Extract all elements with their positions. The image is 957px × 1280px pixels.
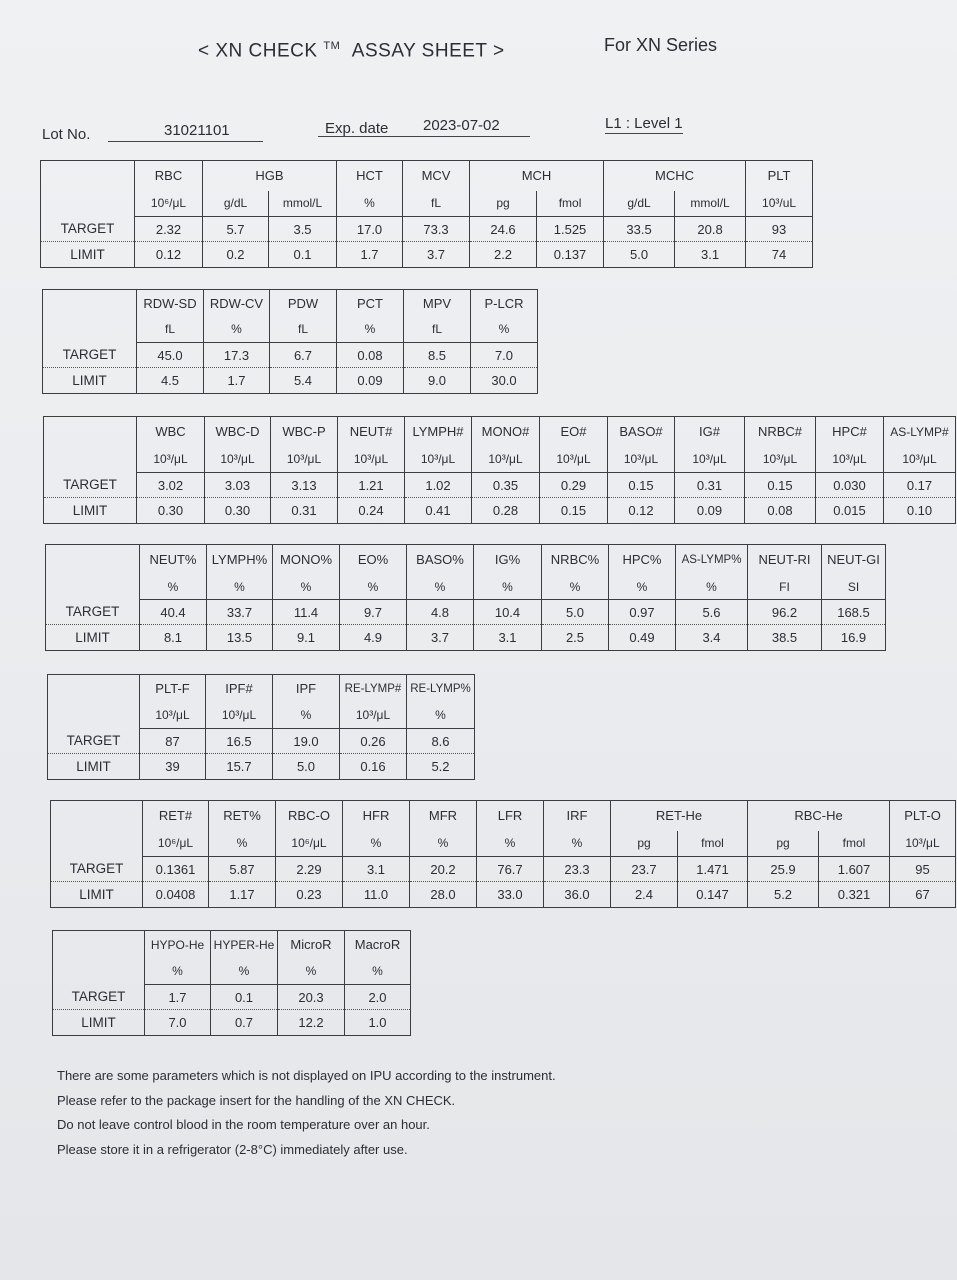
limit-value: 1.0 xyxy=(345,1010,411,1036)
param-unit: fmol xyxy=(819,831,890,857)
target-value: 0.15 xyxy=(608,473,675,498)
param-name: BASO# xyxy=(608,417,675,447)
target-value: 1.21 xyxy=(338,473,405,498)
param-unit: 10³/μL xyxy=(608,447,675,473)
limit-value: 7.0 xyxy=(145,1010,211,1036)
target-value: 0.31 xyxy=(675,473,745,498)
param-name: LYMPH# xyxy=(405,417,472,447)
header-corner xyxy=(41,161,135,217)
target-value: 96.2 xyxy=(748,600,822,625)
param-name: PLT-O xyxy=(890,801,956,831)
target-value: 3.03 xyxy=(205,473,271,498)
param-name: RET% xyxy=(209,801,276,831)
param-name: IPF xyxy=(273,675,340,703)
target-value: 0.35 xyxy=(472,473,540,498)
limit-value: 0.12 xyxy=(608,498,675,524)
limit-value: 0.49 xyxy=(609,625,676,651)
target-value: 0.29 xyxy=(540,473,608,498)
limit-value: 30.0 xyxy=(471,368,538,394)
param-name: WBC-D xyxy=(205,417,271,447)
limit-value: 0.7 xyxy=(211,1010,278,1036)
limit-row-label: LIMIT xyxy=(44,498,137,524)
param-unit: 10³/μL xyxy=(205,447,271,473)
target-value: 5.0 xyxy=(542,600,609,625)
param-unit: % xyxy=(145,959,211,985)
limit-value: 12.2 xyxy=(278,1010,345,1036)
param-name: PCT xyxy=(337,290,404,317)
param-name: RDW-CV xyxy=(204,290,270,317)
target-value: 1.607 xyxy=(819,857,890,882)
limit-value: 39 xyxy=(140,754,206,780)
limit-value: 9.0 xyxy=(404,368,471,394)
param-name: LYMPH% xyxy=(207,545,273,575)
assay-table-plt xyxy=(47,674,475,780)
param-name: AS-LYMP# xyxy=(884,417,956,447)
target-row-label: TARGET xyxy=(48,729,140,754)
param-unit: % xyxy=(278,959,345,985)
target-value: 0.1361 xyxy=(143,857,209,882)
param-unit: fL xyxy=(270,317,337,343)
param-unit: 10³/μL xyxy=(675,447,745,473)
param-name: MacroR xyxy=(345,931,411,959)
param-name: RE-LYMP% xyxy=(407,675,475,703)
param-name: RBC-O xyxy=(276,801,343,831)
param-name: NRBC% xyxy=(542,545,609,575)
exp-date-label: Exp. date xyxy=(325,120,389,137)
target-value: 2.32 xyxy=(135,217,203,242)
param-unit: 10³/μL xyxy=(540,447,608,473)
title-suffix: ASSAY SHEET > xyxy=(351,40,505,62)
param-name: MONO% xyxy=(273,545,340,575)
param-unit: FI xyxy=(748,575,822,600)
target-value: 0.15 xyxy=(745,473,816,498)
limit-value: 3.1 xyxy=(675,242,746,268)
limit-value: 8.1 xyxy=(140,625,207,651)
param-unit: g/dL xyxy=(604,191,675,217)
param-name: NEUT# xyxy=(338,417,405,447)
target-value: 4.8 xyxy=(407,600,474,625)
param-unit: % xyxy=(337,317,404,343)
target-value: 1.471 xyxy=(678,857,748,882)
limit-value: 0.0408 xyxy=(143,882,209,908)
limit-value: 5.2 xyxy=(748,882,819,908)
header-corner xyxy=(46,545,140,600)
param-unit: 10³/μL xyxy=(884,447,956,473)
param-unit: % xyxy=(273,703,340,729)
param-unit: % xyxy=(343,831,410,857)
target-value: 3.02 xyxy=(137,473,205,498)
target-value: 24.6 xyxy=(470,217,537,242)
limit-value: 0.30 xyxy=(205,498,271,524)
param-name: MCHC xyxy=(604,161,746,191)
limit-value: 1.7 xyxy=(337,242,403,268)
param-name: IG% xyxy=(474,545,542,575)
limit-value: 28.0 xyxy=(410,882,477,908)
limit-value: 9.1 xyxy=(273,625,340,651)
param-name: PLT xyxy=(746,161,813,191)
param-name: RDW-SD xyxy=(137,290,204,317)
target-value: 3.1 xyxy=(343,857,410,882)
param-name: HPC% xyxy=(609,545,676,575)
limit-value: 0.2 xyxy=(203,242,269,268)
target-row-label: TARGET xyxy=(41,217,135,242)
target-value: 7.0 xyxy=(471,343,538,368)
limit-value: 1.7 xyxy=(204,368,270,394)
target-row-label: TARGET xyxy=(53,985,145,1010)
target-value: 0.97 xyxy=(609,600,676,625)
target-value: 20.8 xyxy=(675,217,746,242)
param-unit: % xyxy=(211,959,278,985)
param-unit: % xyxy=(273,575,340,600)
limit-value: 15.7 xyxy=(206,754,273,780)
target-value: 5.7 xyxy=(203,217,269,242)
series-label: For XN Series xyxy=(604,35,718,55)
param-name: BASO% xyxy=(407,545,474,575)
param-name: PLT-F xyxy=(140,675,206,703)
param-name: LFR xyxy=(477,801,544,831)
limit-value: 2.5 xyxy=(542,625,609,651)
trademark-mark: TM xyxy=(323,40,341,52)
target-value: 3.5 xyxy=(269,217,337,242)
target-value: 1.525 xyxy=(537,217,604,242)
target-value: 0.08 xyxy=(337,343,404,368)
target-value: 0.030 xyxy=(816,473,884,498)
param-name: NEUT% xyxy=(140,545,207,575)
limit-row-label: LIMIT xyxy=(46,625,140,651)
lot-label: Lot No. xyxy=(42,126,91,143)
param-unit: % xyxy=(407,575,474,600)
target-value: 0.26 xyxy=(340,729,407,754)
param-unit: % xyxy=(407,703,475,729)
limit-value: 2.4 xyxy=(611,882,678,908)
param-unit: mmol/L xyxy=(675,191,746,217)
notes-block xyxy=(57,1064,556,1162)
param-unit: pg xyxy=(470,191,537,217)
limit-value: 0.137 xyxy=(537,242,604,268)
limit-value: 0.12 xyxy=(135,242,203,268)
target-value: 0.1 xyxy=(211,985,278,1010)
param-unit: 10³/μL xyxy=(140,703,206,729)
param-name: HPC# xyxy=(816,417,884,447)
target-value: 40.4 xyxy=(140,600,207,625)
limit-value: 0.31 xyxy=(271,498,338,524)
param-unit: % xyxy=(474,575,542,600)
target-value: 93 xyxy=(746,217,813,242)
limit-value: 0.015 xyxy=(816,498,884,524)
limit-row-label: LIMIT xyxy=(48,754,140,780)
limit-value: 0.09 xyxy=(337,368,404,394)
limit-value: 0.147 xyxy=(678,882,748,908)
param-name: PDW xyxy=(270,290,337,317)
target-value: 8.6 xyxy=(407,729,475,754)
param-unit: 10³/μL xyxy=(206,703,273,729)
param-unit: fL xyxy=(137,317,204,343)
limit-value: 0.28 xyxy=(472,498,540,524)
param-unit: pg xyxy=(748,831,819,857)
target-value: 19.0 xyxy=(273,729,340,754)
limit-value: 5.0 xyxy=(604,242,675,268)
header-corner xyxy=(44,417,137,473)
note-line: There are some parameters which is not displayed on IPU according to the instrument. xyxy=(57,1068,556,1083)
limit-value: 0.1 xyxy=(269,242,337,268)
limit-value: 11.0 xyxy=(343,882,410,908)
target-value: 20.2 xyxy=(410,857,477,882)
param-unit: % xyxy=(340,575,407,600)
param-name: RET-He xyxy=(611,801,748,831)
param-name: EO% xyxy=(340,545,407,575)
param-unit: fmol xyxy=(537,191,604,217)
limit-value: 0.16 xyxy=(340,754,407,780)
assay-table-rdw xyxy=(42,289,538,394)
param-name: MCV xyxy=(403,161,470,191)
title-prefix: < XN CHECK xyxy=(198,40,318,62)
header-corner xyxy=(51,801,143,857)
param-unit: % xyxy=(542,575,609,600)
param-name: MFR xyxy=(410,801,477,831)
param-unit: 10³/μL xyxy=(890,831,956,857)
limit-value: 0.41 xyxy=(405,498,472,524)
param-name: NRBC# xyxy=(745,417,816,447)
param-unit: % xyxy=(209,831,276,857)
note-line: Please store it in a refrigerator (2-8°C) immediately after use. xyxy=(57,1141,408,1157)
param-name: RBC xyxy=(135,161,203,191)
limit-value: 2.2 xyxy=(470,242,537,268)
param-unit: 10⁶/μL xyxy=(135,191,203,217)
param-name: IG# xyxy=(675,417,745,447)
exp-date-value: 2023-07-02 xyxy=(318,117,530,137)
param-unit: % xyxy=(140,575,207,600)
param-unit: 10⁶/μL xyxy=(276,831,343,857)
param-unit: g/dL xyxy=(203,191,269,217)
param-name: MPV xyxy=(404,290,471,317)
limit-value: 3.7 xyxy=(403,242,470,268)
lot-value: 31021101 xyxy=(108,122,263,142)
param-name: RBC-He xyxy=(748,801,890,831)
param-unit: SI xyxy=(822,575,886,600)
param-unit: % xyxy=(207,575,273,600)
param-unit: 10⁶/μL xyxy=(143,831,209,857)
param-name: RET# xyxy=(143,801,209,831)
param-name: WBC xyxy=(137,417,205,447)
target-value: 87 xyxy=(140,729,206,754)
target-value: 95 xyxy=(890,857,956,882)
target-value: 6.7 xyxy=(270,343,337,368)
param-name: HYPO-He xyxy=(145,931,211,959)
limit-value: 1.17 xyxy=(209,882,276,908)
param-unit: 10³/μL xyxy=(816,447,884,473)
target-value: 23.7 xyxy=(611,857,678,882)
header-corner xyxy=(43,290,137,343)
target-value: 9.7 xyxy=(340,600,407,625)
param-unit: 10³/μL xyxy=(745,447,816,473)
param-name: MONO# xyxy=(472,417,540,447)
target-value: 168.5 xyxy=(822,600,886,625)
param-unit: 10³/μL xyxy=(137,447,205,473)
param-name: HFR xyxy=(343,801,410,831)
level-label: L1 : Level 1 xyxy=(605,115,683,132)
limit-row-label: LIMIT xyxy=(41,242,135,268)
header-corner xyxy=(48,675,140,729)
param-name: MicroR xyxy=(278,931,345,959)
target-value: 8.5 xyxy=(404,343,471,368)
param-unit: % xyxy=(204,317,270,343)
target-value: 76.7 xyxy=(477,857,544,882)
param-unit: 10³/μL xyxy=(340,703,407,729)
param-unit: % xyxy=(609,575,676,600)
target-value: 0.17 xyxy=(884,473,956,498)
limit-value: 5.4 xyxy=(270,368,337,394)
target-value: 2.0 xyxy=(345,985,411,1010)
param-unit: 10³/uL xyxy=(746,191,813,217)
target-value: 17.3 xyxy=(204,343,270,368)
note-line: Do not leave control blood in the room temperature over an hour. xyxy=(57,1117,430,1132)
param-unit: % xyxy=(544,831,611,857)
target-value: 23.3 xyxy=(544,857,611,882)
limit-value: 0.24 xyxy=(338,498,405,524)
limit-value: 5.2 xyxy=(407,754,475,780)
param-name: MCH xyxy=(470,161,604,191)
param-unit: % xyxy=(676,575,748,600)
param-unit: fmol xyxy=(678,831,748,857)
target-value: 5.6 xyxy=(676,600,748,625)
target-row-label: TARGET xyxy=(51,857,143,882)
limit-value: 67 xyxy=(890,882,956,908)
limit-value: 5.0 xyxy=(273,754,340,780)
param-unit: % xyxy=(337,191,403,217)
limit-value: 0.30 xyxy=(137,498,205,524)
param-name: HCT xyxy=(337,161,403,191)
target-value: 17.0 xyxy=(337,217,403,242)
param-name: P-LCR xyxy=(471,290,538,317)
param-unit: pg xyxy=(611,831,678,857)
target-value: 73.3 xyxy=(403,217,470,242)
limit-value: 0.10 xyxy=(884,498,956,524)
param-name: EO# xyxy=(540,417,608,447)
target-row-label: TARGET xyxy=(43,343,137,368)
limit-value: 0.23 xyxy=(276,882,343,908)
param-name: NEUT-RI xyxy=(748,545,822,575)
limit-value: 74 xyxy=(746,242,813,268)
assay-table-rbc xyxy=(40,160,813,268)
assay-table-he xyxy=(52,930,411,1036)
limit-value: 4.5 xyxy=(137,368,204,394)
target-value: 10.4 xyxy=(474,600,542,625)
target-value: 11.4 xyxy=(273,600,340,625)
header-corner xyxy=(53,931,145,985)
limit-value: 3.7 xyxy=(407,625,474,651)
param-unit: % xyxy=(410,831,477,857)
limit-value: 36.0 xyxy=(544,882,611,908)
param-unit: 10³/μL xyxy=(405,447,472,473)
param-unit: 10³/μL xyxy=(271,447,338,473)
param-name: HYPER-He xyxy=(211,931,278,959)
limit-value: 0.08 xyxy=(745,498,816,524)
limit-value: 0.15 xyxy=(540,498,608,524)
param-name: IRF xyxy=(544,801,611,831)
target-value: 3.13 xyxy=(271,473,338,498)
assay-table-wbc xyxy=(43,416,956,524)
target-value: 33.5 xyxy=(604,217,675,242)
param-unit: 10³/μL xyxy=(472,447,540,473)
limit-value: 16.9 xyxy=(822,625,886,651)
param-unit: % xyxy=(477,831,544,857)
param-unit: % xyxy=(471,317,538,343)
target-value: 5.87 xyxy=(209,857,276,882)
limit-value: 0.09 xyxy=(675,498,745,524)
limit-value: 33.0 xyxy=(477,882,544,908)
limit-value: 4.9 xyxy=(340,625,407,651)
target-value: 33.7 xyxy=(207,600,273,625)
param-unit: mmol/L xyxy=(269,191,337,217)
param-name: WBC-P xyxy=(271,417,338,447)
param-unit: fL xyxy=(403,191,470,217)
limit-row-label: LIMIT xyxy=(51,882,143,908)
param-name: NEUT-GI xyxy=(822,545,886,575)
assay-table-differential xyxy=(45,544,886,651)
target-value: 20.3 xyxy=(278,985,345,1010)
sheet-title xyxy=(198,40,505,62)
limit-value: 3.4 xyxy=(676,625,748,651)
limit-value: 3.1 xyxy=(474,625,542,651)
target-value: 45.0 xyxy=(137,343,204,368)
limit-row-label: LIMIT xyxy=(43,368,137,394)
target-row-label: TARGET xyxy=(44,473,137,498)
target-value: 1.02 xyxy=(405,473,472,498)
param-name: RE-LYMP# xyxy=(340,675,407,703)
param-name: HGB xyxy=(203,161,337,191)
param-name: AS-LYMP% xyxy=(676,545,748,575)
limit-value: 0.321 xyxy=(819,882,890,908)
limit-value: 13.5 xyxy=(207,625,273,651)
note-line: Please refer to the package insert for the handling of the XN CHECK. xyxy=(57,1092,456,1108)
target-value: 25.9 xyxy=(748,857,819,882)
target-row-label: TARGET xyxy=(46,600,140,625)
param-unit: fL xyxy=(404,317,471,343)
param-name: IPF# xyxy=(206,675,273,703)
limit-row-label: LIMIT xyxy=(53,1010,145,1036)
param-unit: 10³/μL xyxy=(338,447,405,473)
target-value: 2.29 xyxy=(276,857,343,882)
limit-value: 38.5 xyxy=(748,625,822,651)
target-value: 16.5 xyxy=(206,729,273,754)
param-unit: % xyxy=(345,959,411,985)
assay-table-ret xyxy=(50,800,956,908)
target-value: 1.7 xyxy=(145,985,211,1010)
